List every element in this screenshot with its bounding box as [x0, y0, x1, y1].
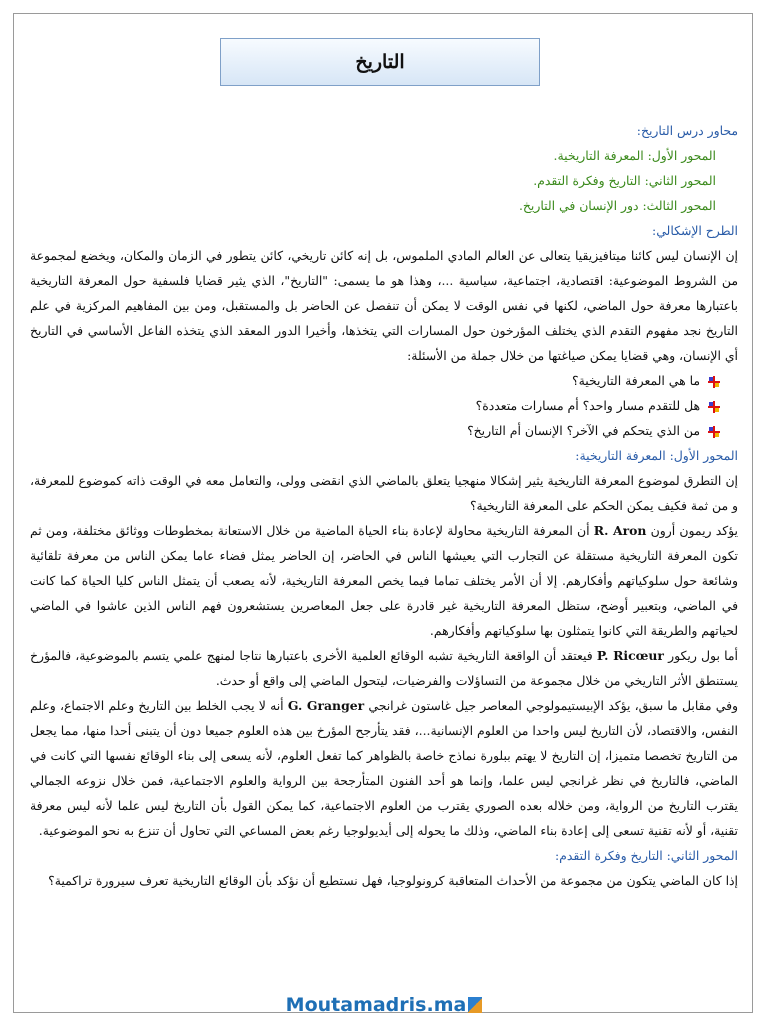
- axis1-paragraph-2: [30, 518, 738, 643]
- document-body: [30, 118, 738, 893]
- outline-item-1: المحور الأول: المعرفة التاريخية.: [553, 148, 716, 163]
- question-1: [30, 368, 738, 393]
- page-title-text: التاريخ: [355, 51, 405, 73]
- axis1-p3-before: أما بول ريكور: [668, 648, 738, 663]
- axis1-p3-after: فيعتقد أن الواقعة التاريخية تشبه الوقائع العلمية الأخرى باعتبارها نتاجا لمنهج علمي يتسم بالموضوعية، فالمؤرخ يستنطق الأثر التاريخي من خلال مجموعة من التساؤلات والفرضيات، ليتحول الماضي إلى واقع أو حدث.: [30, 648, 738, 688]
- axis1-p4-before: وفي مقابل ما سبق، يؤكد الإبيستيمولوجي المعاصر جيل غاستون غرانجي: [368, 698, 738, 713]
- axis1-p4-after: أنه لا يجب الخلط بين التاريخ وعلم الاجتماع، وعلم النفس، والاقتصاد، لأن التاريخ ليس واحدا من العلوم الإنسانية...، فقد يتأرجح المؤرخ بين هذه العلوم جميعا دون أن يتبنى أحدا منها، مما يجعل من التاريخ تخصصا متميزا، إن التاريخ لا يهتم ببلورة نماذج خاصة بالظواهر كما تفعل العلوم، لأنه يسعى إلى بناء الوقائع نفسها التي كانت في الماضي، فالتاريخ في نظر غرانجي ليس علما، وإنما هو أحد الفنون المتأرجحة بين الرواية والعلوم الاجتماعية، فمن خلال نزوعه الجمالي يقترب التاريخ من الرواية، ومن خلاله بعده الصوري يقترب من العلوم الاجتماعية، كما يمكن القول بأن التاريخ ليس علما لأنه ليس معرفة تقنية، أو لأنه تقنية تسعى إلى إعادة بناء الماضي، وذلك ما يحوله إلى أيديولوجيا رغم بعض المساعي التي تحاول أن تنزع به نحو الموضوعية.: [30, 698, 738, 838]
- bullet-icon: [708, 426, 720, 438]
- axis1-p2-before: يؤكد ريمون أرون: [650, 523, 738, 538]
- axis1-paragraph-3: [30, 643, 738, 693]
- axis1-heading: المحور الأول: المعرفة التاريخية:: [575, 448, 738, 463]
- question-1-text: ما هي المعرفة التاريخية؟: [572, 373, 700, 388]
- axis2-paragraph-1: إذا كان الماضي يتكون من مجموعة من الأحداث المتعاقبة كرونولوجيا، فهل نستطيع أن نؤكد بأن الوقائع التاريخية تعرف سيرورة تراكمية؟: [48, 873, 738, 888]
- problem-paragraph: إن الإنسان ليس كائنا ميتافيزيقيا يتعالى عن العالم المادي الملموس، بل إنه كائن تاريخي، كائن يتطور في الزمان والمكان، ويخضع لمجموعة من الشروط الموضوعية: اقتصادية، اجتماعية، سياسية ...، وهذا هو ما يسمى: "التاريخ"، الذي يثير قضايا فلسفية حول المعرفة التاريخية باعتبارها معرفة حول الماضي، لكنها في نفس الوقت لا يمكن أن تنفصل عن الحاضر بل والمستقبل، ومن بين المفاهيم المركزية في علم التاريخ نجد مفهوم التقدم الذي يختلف المؤرخون حول المسارات التي يتخذها، وأخيرا الدور المعقد الذي يتخذه الفاعل الأساسي في التاريخ أي الإنسان، وهي قضايا يمكن صياغتها من خلال جملة من الأسئلة:: [30, 248, 738, 363]
- question-2-text: هل للتقدم مسار واحد؟ أم مسارات متعددة؟: [475, 398, 700, 413]
- author-name-aron: R. Aron: [593, 523, 647, 538]
- outline-item-2: المحور الثاني: التاريخ وفكرة التقدم.: [533, 173, 716, 188]
- axis1-p2-after: أن المعرفة التاريخية محاولة لإعادة بناء الحياة الماضية من خلال الاستعانة بمخطوطات ووثائق مختلفة، ومن ثم تكون المعرفة التاريخية مستقلة عن التجارب التي يعيشها الناس في الحاضر، إن الحاضر يمثل فضاء عاما يمكن الناس من معرفة تلقائية وشائعة حول سلوكياتهم وأفكارهم. إلا أن الأمر يختلف تماما فيما يخص المعرفة التاريخية، لأنه يصعب أن يتمثل الناس كليا الحياة كما كانت في الماضي، وبتعبير أوضح، ستظل المعرفة التاريخية غير قادرة على جعل المعاصرين يستشعرون فهم الناس الذين عاشوا في الماضي لحياتهم والطريقة التي كانوا يتمثلون بها سلوكياتهم وأفكارهم.: [30, 523, 738, 638]
- footer-brand[interactable]: [0, 994, 768, 1016]
- axis2-heading: المحور الثاني: التاريخ وفكرة التقدم:: [554, 848, 738, 863]
- brand-logo-icon: [468, 997, 482, 1013]
- problem-heading: الطرح الإشكالي:: [652, 223, 738, 238]
- question-3: [30, 418, 738, 443]
- question-2: [30, 393, 738, 418]
- axis1-paragraph-4: [30, 693, 738, 843]
- outline-heading: محاور درس التاريخ:: [636, 123, 738, 138]
- bullet-icon: [708, 401, 720, 413]
- question-3-text: من الذي يتحكم في الآخر؟ الإنسان أم التاريخ؟: [467, 423, 700, 438]
- bullet-icon: [708, 376, 720, 388]
- outline-item-3: المحور الثالث: دور الإنسان في التاريخ.: [518, 198, 716, 213]
- page-title: [220, 38, 540, 86]
- axis1-paragraph-1: إن التطرق لموضوع المعرفة التاريخية يثير إشكالا منهجيا يتعلق بالماضي الذي انقضى وولى، والتعامل معه في الوقت ذاته كموضوع للمعرفة، و من ثمة فكيف يمكن الحكم على المعرفة التاريخية؟: [30, 473, 738, 513]
- footer-brand-text: Moutamadris.ma: [285, 994, 467, 1016]
- author-name-granger: G. Granger: [287, 698, 365, 713]
- author-name-ricoeur: P. Ricœur: [596, 648, 664, 663]
